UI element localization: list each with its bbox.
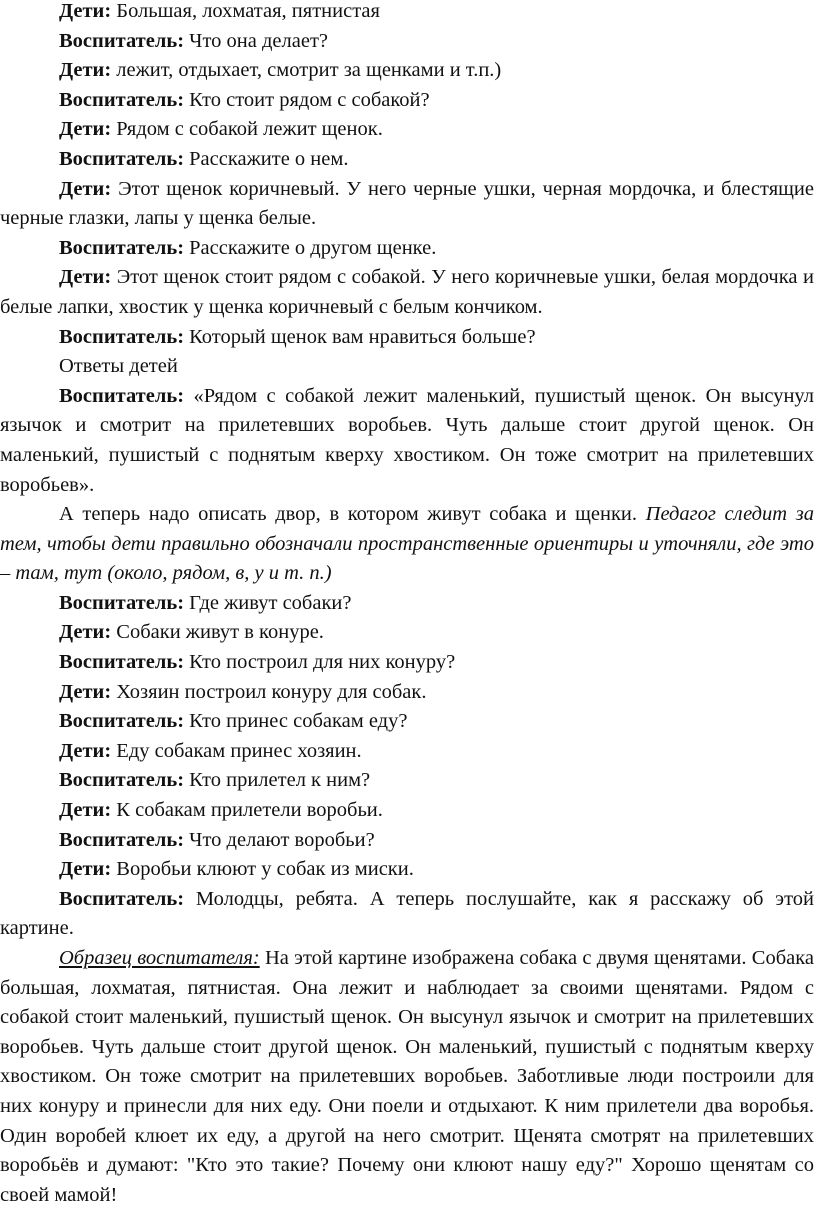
speaker-label: Воспитатель: — [59, 29, 185, 52]
dialogue-line — [0, 115, 814, 145]
teacher-story — [0, 382, 814, 500]
sample-label: Образец воспитателя: — [59, 947, 260, 969]
speaker-label: Воспитатель: — [59, 651, 185, 674]
dialogue-line — [0, 263, 814, 322]
speaker-label: Воспитатель: — [59, 236, 185, 259]
speaker-label: Воспитатель: — [59, 325, 185, 348]
speaker-label: Дети: — [59, 739, 112, 762]
dialogue-line — [0, 885, 814, 944]
speaker-label: Воспитатель: — [59, 710, 185, 733]
dialogue-line — [0, 145, 814, 175]
dialogue-line — [0, 648, 814, 678]
utterance: Этот щенок коричневый. У него черные ушки, черная мордочка, и блестящие черные глазки, лапы у щенка белые. — [0, 177, 814, 230]
answers-line: Ответы детей — [59, 355, 178, 378]
utterance: Большая, лохматая, пятнистая — [111, 0, 380, 22]
utterance: Кто принес собакам еду? — [184, 710, 408, 733]
speaker-label: Дети: — [59, 59, 112, 82]
speaker-label: Дети: — [59, 118, 112, 141]
speaker-label: Воспитатель: — [59, 591, 185, 614]
utterance: Собаки живут в конуре. — [111, 621, 324, 644]
utterance: Что делают воробьи? — [184, 828, 375, 851]
dialogue-line — [0, 27, 814, 57]
yard-paragraph — [0, 500, 814, 589]
dialogue-line — [0, 0, 814, 27]
speaker-label: Воспитатель: — [59, 828, 185, 851]
speaker-label: Дети: — [59, 0, 112, 22]
utterance: Хозяин построил конуру для собак. — [111, 680, 427, 703]
utterance: Воробьи клюют у собак из миски. — [111, 858, 414, 881]
utterance: «Рядом с собакой лежит маленький, пушистый щенок. Он высунул язычок и смотрит на прилетевших воробьев. Чуть дальше стоит другой щенок. Он маленький, пушистый с поднятым кверху хвостиком. Он тоже смотрит на прилетевших воробьев». — [0, 384, 814, 496]
utterance: Кто построил для них конуру? — [184, 651, 456, 674]
speaker-label: Дети: — [59, 621, 112, 644]
utterance: Что она делает? — [184, 29, 329, 52]
utterance: Еду собакам принес хозяин. — [111, 739, 362, 762]
dialogue-line — [0, 56, 814, 86]
utterance: Кто прилетел к ним? — [184, 769, 371, 792]
utterance: Молодцы, ребята. А теперь послушайте, как я расскажу об этой картине. — [0, 887, 814, 940]
utterance: Который щенок вам нравиться больше? — [184, 325, 536, 348]
speaker-label: Воспитатель: — [59, 88, 185, 111]
dialogue-line — [0, 737, 814, 767]
speaker-label: Воспитатель: — [59, 147, 185, 170]
dialogue-line — [0, 678, 814, 708]
dialogue-line — [0, 86, 814, 116]
speaker-label: Дети: — [59, 177, 112, 200]
speaker-label: Дети: — [59, 680, 112, 703]
dialogue-line — [0, 707, 814, 737]
utterance: Рядом с собакой лежит щенок. — [111, 118, 383, 141]
speaker-label: Дети: — [59, 858, 112, 881]
dialogue-line — [0, 796, 814, 826]
utterance: Расскажите о нем. — [184, 147, 349, 170]
yard-text: А теперь надо описать двор, в котором живут собака и щенки. — [59, 503, 646, 526]
utterance: Кто стоит рядом с собакой? — [184, 88, 430, 111]
speaker-label: Воспитатель: — [59, 384, 185, 407]
sample-text: На этой картине изображена собака с двумя щенятами. Собака большая, лохматая, пятнистая. Она лежит и наблюдает за своими щенятами. Рядом с собакой стоит маленький, пушистый щенок. Он высунул язычок и смотрит на прилетевших воробьев. Чуть дальше стоит другой щенок. Он маленький, пушистый с поднятым кверху хвостиком. Он тоже смотрит на прилетевших воробьев. Заботливые люди построили для них конуру и принесли для них еду. Они поели и отдыхают. К ним прилетели два воробья. Один воробей клюет их еду, а другой на него смотрит. Щенята смотрят на прилетевших воробьёв и думают: "Кто это такие? Почему они клюют нашу еду?" Хорошо щенятам со своей мамой! — [0, 947, 814, 1206]
dialogue-line — [0, 323, 814, 353]
teacher-note: Педагог следит за тем, чтобы дети правильно обозначали пространственные ориентиры и уточняли, где это – там, тут (около, рядом, в, у и т. п.) — [0, 503, 814, 585]
utterance: К собакам прилетели воробьи. — [111, 799, 383, 822]
dialogue-line — [0, 766, 814, 796]
dialogue-line — [0, 175, 814, 234]
dialogue-line — [0, 589, 814, 619]
dialogue-line — [0, 234, 814, 264]
utterance: Где живут собаки? — [184, 591, 352, 614]
dialogue-line — [0, 618, 814, 648]
speaker-label: Воспитатель: — [59, 769, 185, 792]
speaker-label: Дети: — [59, 799, 112, 822]
sample-story — [0, 944, 814, 1210]
utterance: Расскажите о другом щенке. — [184, 236, 437, 259]
utterance: Этот щенок стоит рядом с собакой. У него коричневые ушки, белая мордочка и белые лапки, хвостик у щенка коричневый с белым кончиком. — [0, 266, 814, 318]
utterance: лежит, отдыхает, смотрит за щенками и т.п.) — [111, 59, 502, 82]
speaker-label: Воспитатель: — [59, 887, 185, 910]
dialogue-line — [0, 855, 814, 885]
dialogue-line — [0, 826, 814, 856]
speaker-label: Дети: — [59, 266, 112, 289]
